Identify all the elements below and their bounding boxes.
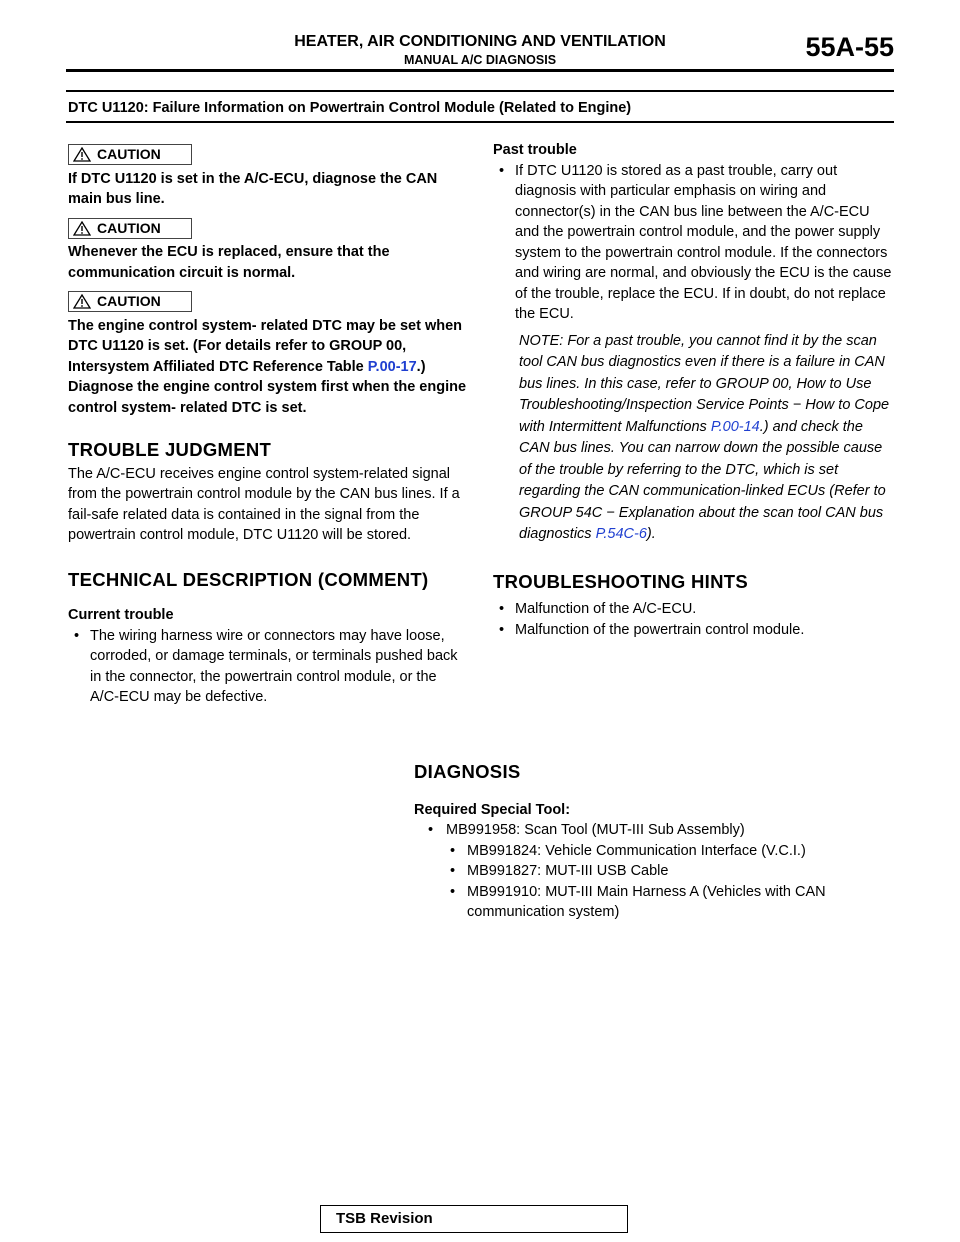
list-item: • Malfunction of the powertrain control module. xyxy=(493,620,893,641)
caution-text: Whenever the ECU is replaced, ensure that the communication circuit is normal. xyxy=(68,244,390,281)
caution-box xyxy=(68,218,192,239)
page-header-subtitle: MANUAL A/C DIAGNOSIS xyxy=(403,53,557,67)
list-item: • MB991827: MUT-III USB Cable xyxy=(414,861,894,882)
required-tool-label: Required Special Tool: xyxy=(414,801,571,818)
past-trouble-label: Past trouble xyxy=(493,142,577,158)
list-item: • MB991910: MUT-III Main Harness A (Vehicles with CAN communication system) xyxy=(450,883,826,920)
trouble-judgment-text: The A/C-ECU receives engine control system-related signal from the powertrain control module by the CAN bus lines. If a fail-safe related data is contained in the signal from the powertrain control module, DTC U1120 will be stored. xyxy=(68,465,460,543)
warning-triangle-icon xyxy=(73,147,91,162)
caution-label: CAUTION xyxy=(97,146,161,163)
dtc-title: DTC U1120: Failure Information on Powertrain Control Module (Related to Engine) xyxy=(68,100,632,116)
bullet: • xyxy=(74,627,80,644)
list-item: • MB991824: Vehicle Communication Interface (V.C.I.) xyxy=(414,841,894,862)
bullet: • xyxy=(499,162,505,179)
diagnosis-heading: DIAGNOSIS xyxy=(414,761,521,782)
bullet: • xyxy=(450,883,456,900)
warning-triangle-icon xyxy=(73,221,91,236)
note-text: NOTE: For a past trouble, you cannot find it by the scan tool CAN bus diagnostics even if there is a failure in CAN bus lines. In this case, refer to GROUP 00, How to Use Troubleshooting/Inspection Service Points − How to Cope with Intermittent Malfunctions P.00-14.) and check the CAN bus lines. You can narrow down the possible cause of the trouble by referring to the DTC, which is set regarding the CAN communication-linked ECUs (Refer to GROUP 54C − Explanation about the scan tool CAN bus diagnostics P.54C-6). xyxy=(519,332,890,542)
reference-link[interactable]: P.00-17 xyxy=(367,358,417,375)
list-item: • The wiring harness wire or connectors may have loose, corroded, or damage terminals, or terminals pushed back in the connector, the powertrain control module, or the A/C-ECU may be defective. xyxy=(74,627,458,705)
left-column xyxy=(68,144,466,708)
bullet: • xyxy=(450,842,456,859)
bullet: • xyxy=(428,822,434,838)
caution-text: The engine control system- related DTC may be set when DTC U1120 is set. (For details refer to GROUP 00, Intersystem Affiliated DTC Reference Table P.00-17.) Diagnose the engine control system first when the engine control system- related DTC is set. xyxy=(68,317,467,416)
list-item: • If DTC U1120 is stored as a past trouble, carry out diagnosis with particular emphasis on wiring and connector(s) in the CAN bus line between the A/C-ECU and the powertrain control module, and the power supply system to the powertrain control module. If the connectors and wiring are normal, and obviously the ECU is the cause of the trouble, replace the ECU. If in doubt, do not replace the ECU. xyxy=(499,162,892,322)
caution-box xyxy=(68,291,192,312)
reference-link[interactable]: P.00-14 xyxy=(710,418,760,435)
caution-label: CAUTION xyxy=(97,219,161,236)
technical-description-heading: TECHNICAL DESCRIPTION (COMMENT) xyxy=(68,568,429,590)
caution-text: If DTC U1120 is set in the A/C-ECU, diagnose the CAN main bus line. xyxy=(68,170,438,207)
list-item: • Malfunction of the A/C-ECU. xyxy=(493,599,893,620)
bullet: • xyxy=(450,863,456,879)
title-rule-bottom xyxy=(66,121,894,123)
trouble-judgment-heading: TROUBLE JUDGMENT xyxy=(68,439,272,460)
title-rule-top xyxy=(66,90,894,92)
tsb-revision-label: TSB Revision xyxy=(336,1210,433,1227)
page-header-title: HEATER, AIR CONDITIONING AND VENTILATION xyxy=(294,33,666,50)
caution-box xyxy=(68,144,192,165)
diagnosis-section xyxy=(414,762,894,923)
page-code: 55A-55 xyxy=(805,32,894,62)
list-item: • MB991958: Scan Tool (MUT-III Sub Assembly) xyxy=(414,820,894,841)
bullet: • xyxy=(499,601,505,617)
header-rule xyxy=(66,69,894,72)
right-column xyxy=(493,140,893,640)
troubleshooting-hints-heading: TROUBLESHOOTING HINTS xyxy=(493,570,749,592)
current-trouble-label: Current trouble xyxy=(68,607,174,623)
bullet: • xyxy=(499,621,505,638)
caution-label: CAUTION xyxy=(97,293,161,310)
warning-triangle-icon xyxy=(73,294,91,309)
reference-link[interactable]: P.54C-6 xyxy=(595,526,647,542)
